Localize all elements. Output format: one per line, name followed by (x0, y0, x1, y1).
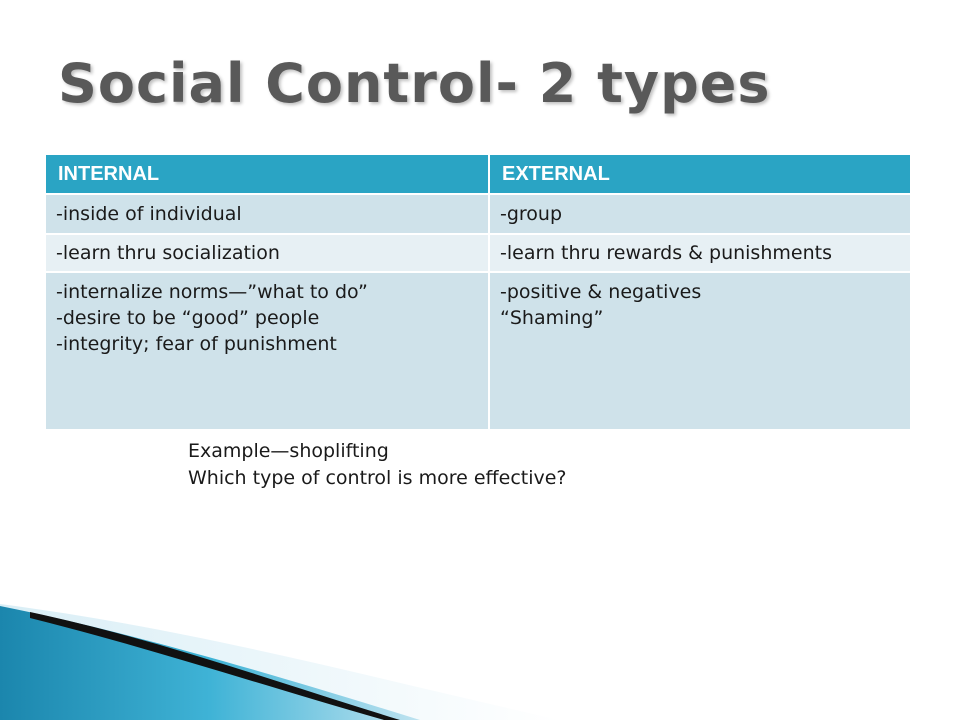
cell-text: -group (500, 203, 563, 225)
cell-text: “Shaming” (500, 307, 604, 329)
table-cell-internal (46, 195, 490, 235)
header-external: EXTERNAL (490, 155, 912, 195)
table-cell-external (490, 235, 912, 273)
table-cell-external (490, 273, 912, 431)
cell-text: -learn thru socialization (56, 242, 280, 264)
slide-title: Social Control- 2 types (58, 52, 771, 115)
table-cell-external (490, 195, 912, 235)
cell-text: -desire to be “good” people (56, 307, 320, 329)
cell-text: -internalize norms—”what to do” (56, 281, 368, 303)
table-cell-internal (46, 273, 490, 431)
header-internal: INTERNAL (46, 155, 490, 195)
cell-text: -inside of individual (56, 203, 242, 225)
table-cell-internal (46, 235, 490, 273)
table-header-row (46, 155, 912, 195)
decorative-wave-graphic (0, 590, 960, 720)
notes-text (188, 438, 567, 492)
comparison-table (46, 155, 912, 431)
note-question: Which type of control is more effective? (188, 467, 567, 489)
cell-text: -integrity; fear of punishment (56, 333, 337, 355)
table-row (46, 235, 912, 273)
table-row (46, 273, 912, 431)
cell-text: -positive & negatives (500, 281, 702, 303)
cell-text: -learn thru rewards & punishments (500, 242, 832, 264)
note-example: Example—shoplifting (188, 440, 389, 462)
table-row (46, 195, 912, 235)
